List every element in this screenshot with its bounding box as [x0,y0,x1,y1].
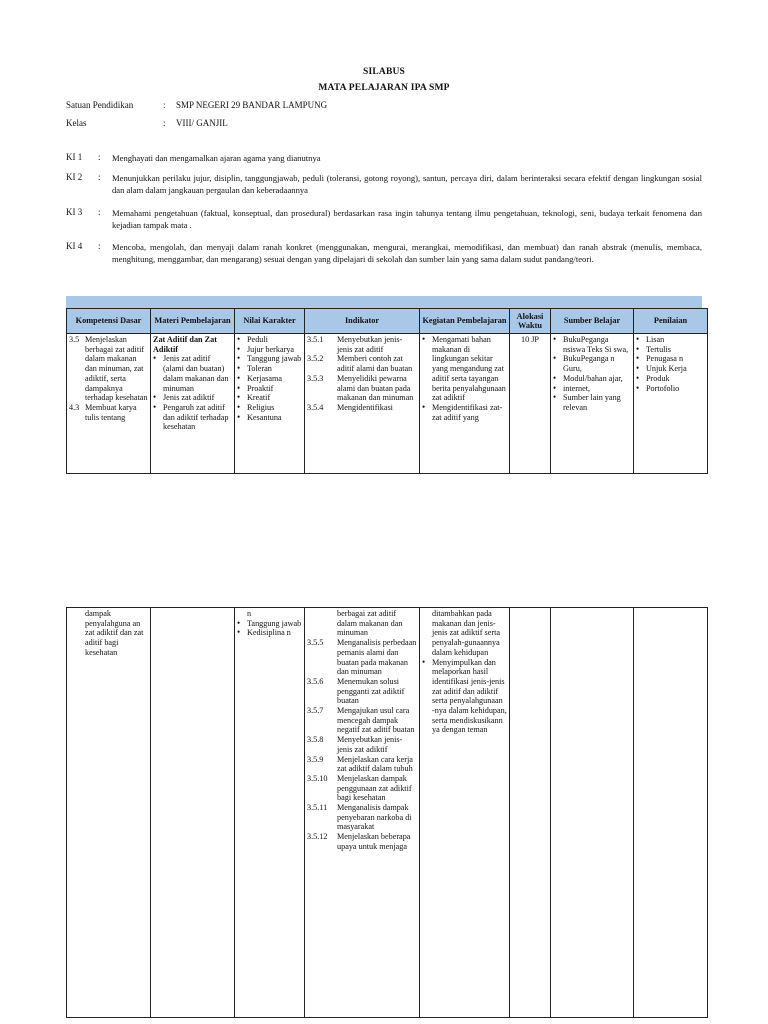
kd-item: 4.3 Membuat karya tulis tentang [69,402,137,422]
list-item: • BukuPeganga nsiswa Teks Si swa, [553,335,631,354]
list-item: • Tanggung jawab [237,619,302,629]
meta-colon: : [163,118,166,128]
cell-indikator [305,334,420,474]
ki-code: KI 4 [66,241,83,251]
list-item: • Jenis zat aditif (alami dan buatan) dalam makanan dan minuman [153,354,232,393]
header-nilai-karakter: Nilai Karakter [235,309,305,334]
list-item: • Lisan [636,335,705,345]
syllabus-table-part1 [66,308,708,474]
meta-value-kelas: VIII/ GANJIL [176,118,228,128]
indikator-item: 3.5.5 Menganalisis perbedaan pemanis alami dan buatan pada makanan dan minuman [307,638,417,677]
list-item: • Modul/bahan ajar, [553,374,631,384]
list-item: • Peduli [237,335,302,345]
indikator-item: 3.5.11 Menganalisis dampak penyebaran narkoba di masyarakat [307,803,412,832]
cell-sumber [551,334,634,474]
indikator-item: 3.5.2 Memberi contoh zat aditif alami dan buatan [307,354,413,374]
list-item: • Penugasa n [636,354,705,364]
list-item: • Unjuk Kerja [636,364,705,374]
list-item: • Sumber lain yang relevan [553,393,631,412]
table-row [67,608,708,1018]
list-item: • Tertulis [636,345,705,355]
list-item: • Portofolio [636,384,705,394]
table-header-row [67,309,708,334]
meta-value-satuan: SMP NEGERI 29 BANDAR LAMPUNG [176,100,328,110]
list-item: • Jujur berkarya [237,345,302,355]
ki-code: KI 1 [66,152,83,162]
ki-text: Menghayati dan mengamalkan ajaran agama yang dianutnya [112,153,321,163]
meta-label-kelas: Kelas [66,118,87,128]
ki-code: KI 3 [66,207,83,217]
list-item: • Mengamati bahan makanan di lingkungan sekitar yang mengandung zat aditif serta tayangan berita penyalahgunaan zat adiktif [422,335,507,403]
list-item: • Kerjasama [237,374,302,384]
indikator-item: 3.5.10 Menjelaskan dampak penggunaan zat adiktif bagi kesehatan [307,773,412,803]
list-item: • Religius [237,403,302,413]
header-kegiatan: Kegiatan Pembelajaran [420,309,510,334]
document-title: SILABUS [362,67,406,77]
list-item: • Kesantuna [237,413,302,423]
meta-label-satuan: Satuan Pendidikan [66,100,134,110]
cell-kegiatan [420,334,510,474]
ki-code: KI 2 [66,172,83,182]
materi-title: Zat Aditif dan Zat Adiktif [153,335,217,354]
cell-materi [151,608,235,1018]
ki-text: Menunjukkan perilaku jujur, disiplin, tanggungjawab, peduli (toleransi, gotong royong), santun, percaya diri, dalam berinteraksi secara efektif dengan lingkungan sosial dan alam dalam jangkauan pergaulan dan keberadaannya [112,173,702,196]
list-item: • Produk [636,374,705,384]
indikator-item: 3.5.7 Mengajukan usul cara mencegah dampak negatif zat aditif buatan [307,706,415,735]
syllabus-table-part2 [66,607,708,1018]
cell-kegiatan: ditambahkan pada makanan dan jenis-jenis zat adiktif serta penyalah-gunaannya dalam kehidupan • Menyimpulkan dan melaporkan hasil identifikasi jenis-jenis zat aditif dan adiktif serta penyalahgunaan -nya dalam kehidupan, serta mendiskusikann ya dengan teman [420,608,510,1018]
list-item: • Proaktif [237,384,302,394]
list-item: • Toleran [237,364,302,374]
list-item: • internet, [553,384,631,394]
indikator-item: 3.5.12 Menjelaskan beberapa upaya untuk menjaga [307,832,411,851]
cell-indikator: berbagai zat aditif dalam makanan dan minuman 3.5.5 Menganalisis perbedaan pemanis alami dan buatan pada makanan dan minuman 3.5.6 Menemukan solusi pengganti zat adiktif buatan 3.5.7 Mengajukan usul cara mencegah dampak negatif zat aditif buatan 3.5.8 Menyebutkan jenis-jenis zat adiktif 3.5.9 Menjelaskan cara kerja zat adiktif dalam tubuh 3.5.10 Menjelaskan dampak penggunaan zat adiktif bagi kesehatan 3.5.11 Menganalisis dampak penyebaran narkoba di masyarakat 3.5.12 Menjelaskan beberapa upaya untuk menjaga [305,608,420,1018]
table-row [67,334,708,474]
indikator-item: 3.5.9 Menjelaskan cara kerja zat adiktif dalam tubuh [307,754,413,774]
header-sumber: Sumber Belajar [551,309,634,334]
list-item: • Kedisiplina n [237,628,302,638]
list-item: • Jenis zat adiktif [153,393,232,403]
ki-text: Memahami pengetahuan (faktual, konseptual, dan prosedural) berdasarkan rasa ingin tahunya tentang ilmu pengetahuan, teknologi, seni, budaya terkait fenomena dan kejadian tampak mata . [112,208,702,231]
ki-colon: : [98,172,101,182]
cell-alokasi [510,608,551,1018]
indikator-item: 3.5.4 Mengidentifikasi [307,402,393,412]
ki-colon: : [98,241,101,251]
cell-nilai [235,334,305,474]
kd-item: 3.5 Menjelaskan berbagai zat aditif dalam makanan dan minuman, zat adiktif, serta dampaknya terhadap kesehatan [69,335,148,403]
document-subtitle: MATA PELAJARAN IPA SMP [318,83,450,93]
list-item: • BukuPeganga n Guru, [553,354,631,373]
list-item: • Pengaruh zat aditif dan adiktif terhadap kesehatan [153,403,232,432]
cell-materi [151,334,235,474]
cell-sumber [551,608,634,1018]
list-item: • Kreatif [237,393,302,403]
ki-colon: : [98,152,101,162]
list-item: • Menyimpulkan dan melaporkan hasil identifikasi jenis-jenis zat aditif dan adiktif serta penyalahgunaan -nya dalam kehidupan, serta mendiskusikann ya dengan teman [422,658,507,736]
indikator-item: 3.5.1 Menyebutkan jenis-jenis zat aditif [307,335,403,354]
indikator-item: 3.5.6 Menemukan solusi pengganti zat adiktif buatan [307,676,405,706]
ki-colon: : [98,207,101,217]
header-indikator: Indikator [305,309,420,334]
meta-colon: : [163,100,166,110]
list-item: • Mengidentifikasi zat-zat aditif yang [422,403,507,422]
header-kompetensi-dasar: Kompetensi Dasar [67,309,151,334]
indikator-item: 3.5.3 Menyelidiki pewarna alami dan buatan pada makanan dan minuman [307,373,414,403]
cell-kd: dampak penyalahguna an zat adiktif dan zat aditif bagi kesehatan [67,608,151,1018]
header-penilaian: Penilaian [634,309,708,334]
cell-penilaian [634,608,708,1018]
cell-alokasi: 10 JP [510,334,551,474]
header-materi: Materi Pembelajaran [151,309,235,334]
header-alokasi: Alokasi Waktu [510,309,551,334]
list-item: • Tanggung jawab [237,354,302,364]
indikator-item: 3.5.8 Menyebutkan jenis-jenis zat adiktif [307,735,403,754]
cell-penilaian [634,334,708,474]
cell-nilai: n • Tanggung jawab • Kedisiplina n [235,608,305,1018]
cell-kd [67,334,151,474]
ki-text: Mencoba, mengolah, dan menyaji dalam ranah konkret (menggunakan, mengurai, merangkai, memodifikasi, dan membuat) dan ranah abstrak (menulis, membaca, menghitung, menggambar, dan mengarang) sesuai dengan yang dipelajari di sekolah dan sumber lain yang sama dalam sudut pandang/teori. [112,242,702,265]
